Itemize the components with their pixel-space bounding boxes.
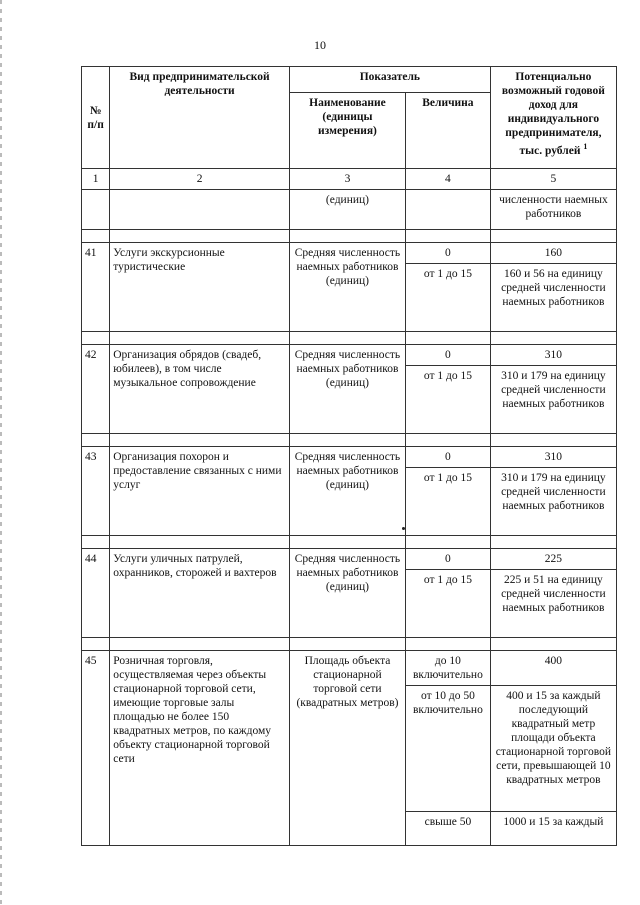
row-number: 42 [82, 345, 110, 434]
header-income-text: Потенциально возможный годовой доход для индивидуального предпринимателя, тыс. рублей [501, 71, 605, 157]
header-value: Величина [406, 93, 491, 169]
row-income: 310 [490, 447, 616, 468]
index-cell: 3 [289, 169, 405, 190]
row-income: 225 [490, 549, 616, 570]
index-cell: 5 [490, 169, 616, 190]
row-income: 1000 и 15 за каждый [490, 812, 616, 846]
table-row [82, 447, 617, 468]
header-indicator: Показатель [289, 67, 490, 93]
scan-edge [0, 0, 2, 905]
header-activity: Вид предпринимательской деятельности [110, 67, 290, 169]
row-value: 0 [406, 549, 491, 570]
index-row [82, 169, 617, 190]
row-number: 43 [82, 447, 110, 536]
row-income: 225 и 51 на единицу средней численности наемных работников [490, 570, 616, 638]
row-income: 310 и 179 на единицу средней численности наемных работников [490, 366, 616, 434]
row-value: 0 [406, 243, 491, 264]
row-income: 400 [490, 651, 616, 686]
row-activity: Организация обрядов (свадеб, юбилеев), в том числе музыкальное сопровождение [110, 345, 290, 434]
table-row [82, 651, 617, 686]
row-value: до 10 включительно [406, 651, 491, 686]
page-number: 10 [314, 38, 326, 52]
row-indicator-name: Площадь объекта стационарной торговой сети (квадратных метров) [289, 651, 405, 846]
row-value: от 1 до 15 [406, 468, 491, 536]
row-number: 41 [82, 243, 110, 332]
row-number: 44 [82, 549, 110, 638]
row-activity: Услуги экскурсионные туристические [110, 243, 290, 332]
row-value: от 1 до 15 [406, 366, 491, 434]
row-value: 0 [406, 345, 491, 366]
index-cell: 1 [82, 169, 110, 190]
row-indicator-name: Средняя численность наемных работников (единиц) [289, 447, 405, 536]
row-indicator-name: Средняя численность наемных работников (единиц) [289, 243, 405, 332]
row-indicator-name: Средняя численность наемных работников (единиц) [289, 549, 405, 638]
row-activity: Розничная торговля, осуществляемая через объекты стационарной торговой сети, имеющие торговые залы площадью не более 150 квадратных метров, по каждому объекту стационарной торговой сети [110, 651, 290, 846]
continuation-income: численности наемных работников [490, 190, 616, 230]
continuation-row [82, 190, 617, 230]
continuation-name: (единиц) [289, 190, 405, 230]
row-indicator-name: Средняя численность наемных работников (единиц) [289, 345, 405, 434]
row-income: 310 и 179 на единицу средней численности наемных работников [490, 468, 616, 536]
row-number: 45 [82, 651, 110, 846]
table-row [82, 243, 617, 264]
row-income: 160 [490, 243, 616, 264]
row-value: от 1 до 15 [406, 264, 491, 332]
row-value: свыше 50 [406, 812, 491, 846]
header-income [490, 67, 616, 169]
header-name: Наименование (единицы измерения) [289, 93, 405, 169]
income-table [81, 66, 617, 846]
index-cell: 4 [406, 169, 491, 190]
header-income-footnote: 1 [583, 142, 588, 151]
table-row [82, 345, 617, 366]
row-value: от 10 до 50 включительно [406, 686, 491, 812]
row-income: 160 и 56 на единицу средней численности наемных работников [490, 264, 616, 332]
row-income: 310 [490, 345, 616, 366]
table-row [82, 549, 617, 570]
row-value: от 1 до 15 [406, 570, 491, 638]
row-value: 0 [406, 447, 491, 468]
index-cell: 2 [110, 169, 290, 190]
row-activity: Услуги уличных патрулей, охранников, сторожей и вахтеров [110, 549, 290, 638]
header-num: № п/п [82, 67, 110, 169]
row-income: 400 и 15 за каждый последующий квадратный метр площади объекта стационарной торговой сети, превышающей 10 квадратных метров [490, 686, 616, 812]
row-activity: Организация похорон и предоставление связанных с ними услуг [110, 447, 290, 536]
